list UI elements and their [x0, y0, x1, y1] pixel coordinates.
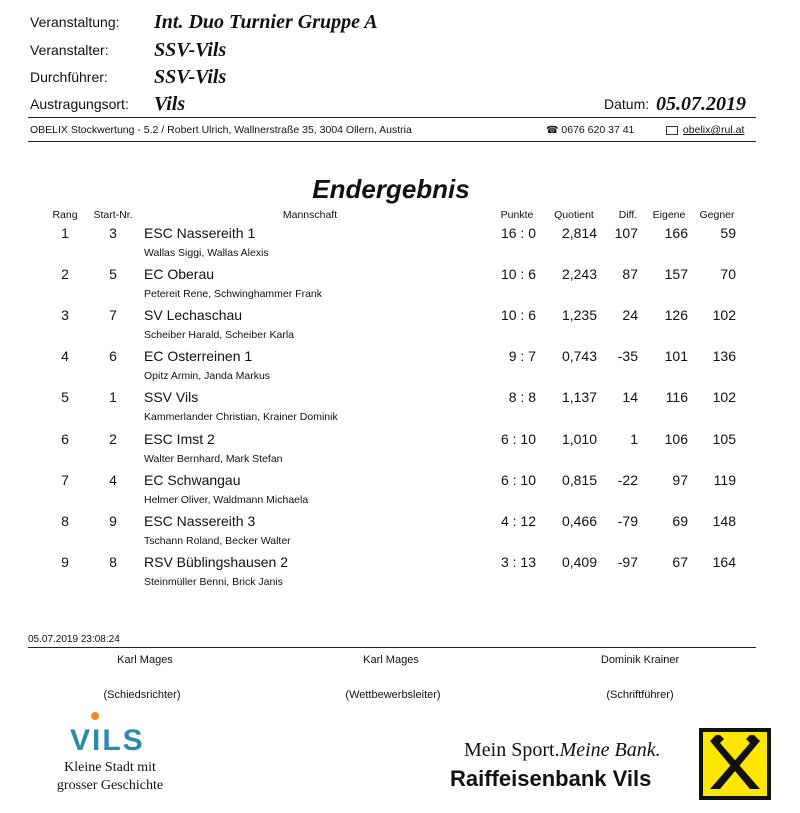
- punkte-cell: 16 : 0: [500, 225, 536, 241]
- signature-name-2: Karl Mages: [363, 654, 419, 666]
- diff-cell: -22: [617, 472, 638, 488]
- veranstalter-label: Veranstalter:: [30, 42, 109, 58]
- quotient-cell: 1,137: [561, 389, 597, 405]
- vils-logo: [64, 710, 160, 754]
- team-players: Scheiber Harald, Scheiber Karla: [144, 329, 294, 341]
- rang-cell: 4: [61, 348, 69, 364]
- bank-slogan: [464, 739, 661, 762]
- col-gegner: Gegner: [699, 209, 735, 221]
- gegner-cell: 105: [712, 431, 736, 447]
- team-players: Tschann Roland, Becker Walter: [144, 535, 291, 547]
- vils-tagline-1: Kleine Stadt mit: [64, 760, 156, 775]
- start-cell: 2: [109, 431, 117, 447]
- diff-cell: 87: [622, 266, 638, 282]
- diff-cell: -79: [617, 513, 638, 529]
- diff-cell: 14: [622, 389, 638, 405]
- start-cell: 4: [109, 472, 117, 488]
- col-mannschaft: Mannschaft: [282, 209, 338, 221]
- phone-icon: ☎: [546, 125, 559, 136]
- team-players: Wallas Siggi, Wallas Alexis: [144, 247, 269, 259]
- quotient-cell: 1,235: [561, 307, 597, 323]
- diff-cell: -97: [617, 554, 638, 570]
- gegner-cell: 136: [712, 348, 736, 364]
- quotient-cell: 0,815: [561, 472, 597, 488]
- eigene-cell: 101: [664, 348, 688, 364]
- start-cell: 5: [109, 266, 117, 282]
- footer-rule: [28, 647, 756, 648]
- veranstaltung-label: Veranstaltung:: [30, 14, 120, 30]
- start-cell: 1: [109, 389, 117, 405]
- rang-cell: 9: [61, 554, 69, 570]
- gegner-cell: 59: [720, 225, 736, 241]
- punkte-cell: 6 : 10: [500, 472, 536, 488]
- datum-value: 05.07.2019: [656, 93, 746, 115]
- veranstalter-value: SSV-Vils: [154, 39, 227, 61]
- rang-cell: 8: [61, 513, 69, 529]
- eigene-cell: 97: [672, 472, 688, 488]
- durchfuehrer-label: Durchführer:: [30, 69, 108, 85]
- diff-cell: 107: [614, 225, 638, 241]
- contact-line: OBELIX Stockwertung - 5.2 / Robert Ulrich, Wallnerstraße 35, 3004 Ollern, Austria: [30, 124, 412, 136]
- bank-name: Raiffeisenbank Vils: [450, 766, 652, 791]
- raiffeisen-gable-cross-icon: [698, 727, 772, 801]
- gegner-cell: 164: [712, 554, 736, 570]
- team-name: SV Lechaschau: [144, 307, 243, 323]
- bank-slogan-plain: Mein Sport.: [464, 739, 560, 761]
- contact-rule: [28, 141, 756, 142]
- start-cell: 3: [109, 225, 117, 241]
- timestamp: 05.07.2019 23:08:24: [28, 634, 120, 645]
- mail-icon: [666, 126, 678, 135]
- vils-logo-wordmark: VILS: [70, 724, 145, 754]
- col-punkte: Punkte: [500, 209, 534, 221]
- punkte-cell: 10 : 6: [500, 266, 536, 282]
- team-name: EC Schwangau: [144, 472, 241, 488]
- team-name: ESC Imst 2: [144, 431, 215, 447]
- eigene-cell: 157: [664, 266, 688, 282]
- team-name: ESC Nassereith 1: [144, 225, 256, 241]
- quotient-cell: 0,409: [561, 554, 597, 570]
- eigene-cell: 69: [672, 513, 688, 529]
- punkte-cell: 8 : 8: [508, 389, 536, 405]
- eigene-cell: 166: [664, 225, 688, 241]
- rang-cell: 2: [61, 266, 69, 282]
- team-name: ESC Nassereith 3: [144, 513, 256, 529]
- diff-cell: 24: [622, 307, 638, 323]
- signature-name-3: Dominik Krainer: [600, 654, 680, 666]
- vils-tagline-2: grosser Geschichte: [56, 778, 164, 793]
- veranstaltung-value: Int. Duo Turnier Gruppe A: [154, 11, 378, 33]
- col-eigene: Eigene: [652, 209, 686, 221]
- punkte-cell: 9 : 7: [508, 348, 536, 364]
- team-players: Petereit Rene, Schwinghammer Frank: [144, 288, 322, 300]
- austragungsort-value: Vils: [154, 93, 186, 115]
- col-start: Start-Nr.: [93, 209, 133, 221]
- gegner-cell: 119: [713, 472, 736, 488]
- gegner-cell: 70: [720, 266, 736, 282]
- quotient-cell: 2,243: [561, 266, 597, 282]
- quotient-cell: 1,010: [561, 431, 597, 447]
- eigene-cell: 116: [665, 389, 688, 405]
- signature-role-1: (Schiedsrichter): [103, 689, 181, 701]
- rang-cell: 1: [61, 225, 69, 241]
- start-cell: 9: [109, 513, 117, 529]
- team-players: Kammerlander Christian, Krainer Dominik: [144, 411, 338, 423]
- phone-number: 0676 620 37 41: [561, 124, 635, 136]
- team-name: EC Oberau: [144, 266, 215, 282]
- punkte-cell: 3 : 13: [500, 554, 536, 570]
- col-quotient: Quotient: [554, 209, 594, 221]
- rang-cell: 7: [61, 472, 69, 488]
- team-players: Opitz Armin, Janda Markus: [144, 370, 271, 382]
- raiffeisen-logo: [698, 727, 772, 801]
- vils-logo-icon: [64, 710, 160, 754]
- gegner-cell: 148: [712, 513, 736, 529]
- durchfuehrer-value: SSV-Vils: [154, 66, 227, 88]
- email-address[interactable]: obelix@rul.at: [682, 124, 745, 136]
- rang-cell: 3: [61, 307, 69, 323]
- eigene-cell: 67: [672, 554, 688, 570]
- diff-cell: -35: [617, 348, 638, 364]
- team-players: Walter Bernhard, Mark Stefan: [144, 453, 283, 465]
- header-rule: [28, 117, 756, 118]
- rang-cell: 5: [61, 389, 69, 405]
- quotient-cell: 0,743: [561, 348, 597, 364]
- team-players: Helmer Oliver, Waldmann Michaela: [144, 494, 309, 506]
- punkte-cell: 4 : 12: [500, 513, 536, 529]
- signature-role-2: (Wettbewerbsleiter): [345, 689, 441, 701]
- col-rang: Rang: [52, 209, 78, 221]
- col-diff: Diff.: [618, 209, 638, 221]
- punkte-cell: 6 : 10: [500, 431, 536, 447]
- punkte-cell: 10 : 6: [500, 307, 536, 323]
- quotient-cell: 0,466: [561, 513, 597, 529]
- team-players: Steinmüller Benni, Brick Janis: [144, 576, 283, 588]
- team-name: SSV Vils: [144, 389, 199, 405]
- team-name: EC Osterreinen 1: [144, 348, 253, 364]
- diff-cell: 1: [630, 431, 638, 447]
- start-cell: 7: [109, 307, 117, 323]
- signature-role-3: (Schriftführer): [606, 689, 674, 701]
- gegner-cell: 102: [712, 389, 736, 405]
- phone: [546, 124, 634, 136]
- datum-label: Datum:: [604, 96, 650, 112]
- team-name: RSV Büblingshausen 2: [144, 554, 288, 570]
- signature-name-1: Karl Mages: [117, 654, 173, 666]
- rang-cell: 6: [61, 431, 69, 447]
- eigene-cell: 106: [664, 431, 688, 447]
- gegner-cell: 102: [712, 307, 736, 323]
- bank-slogan-italic: Meine Bank.: [559, 739, 661, 761]
- quotient-cell: 2,814: [561, 225, 597, 241]
- email: [666, 124, 744, 136]
- page-title: Endergebnis: [312, 174, 470, 204]
- start-cell: 8: [109, 554, 117, 570]
- start-cell: 6: [109, 348, 117, 364]
- eigene-cell: 126: [664, 307, 688, 323]
- austragungsort-label: Austragungsort:: [30, 96, 129, 112]
